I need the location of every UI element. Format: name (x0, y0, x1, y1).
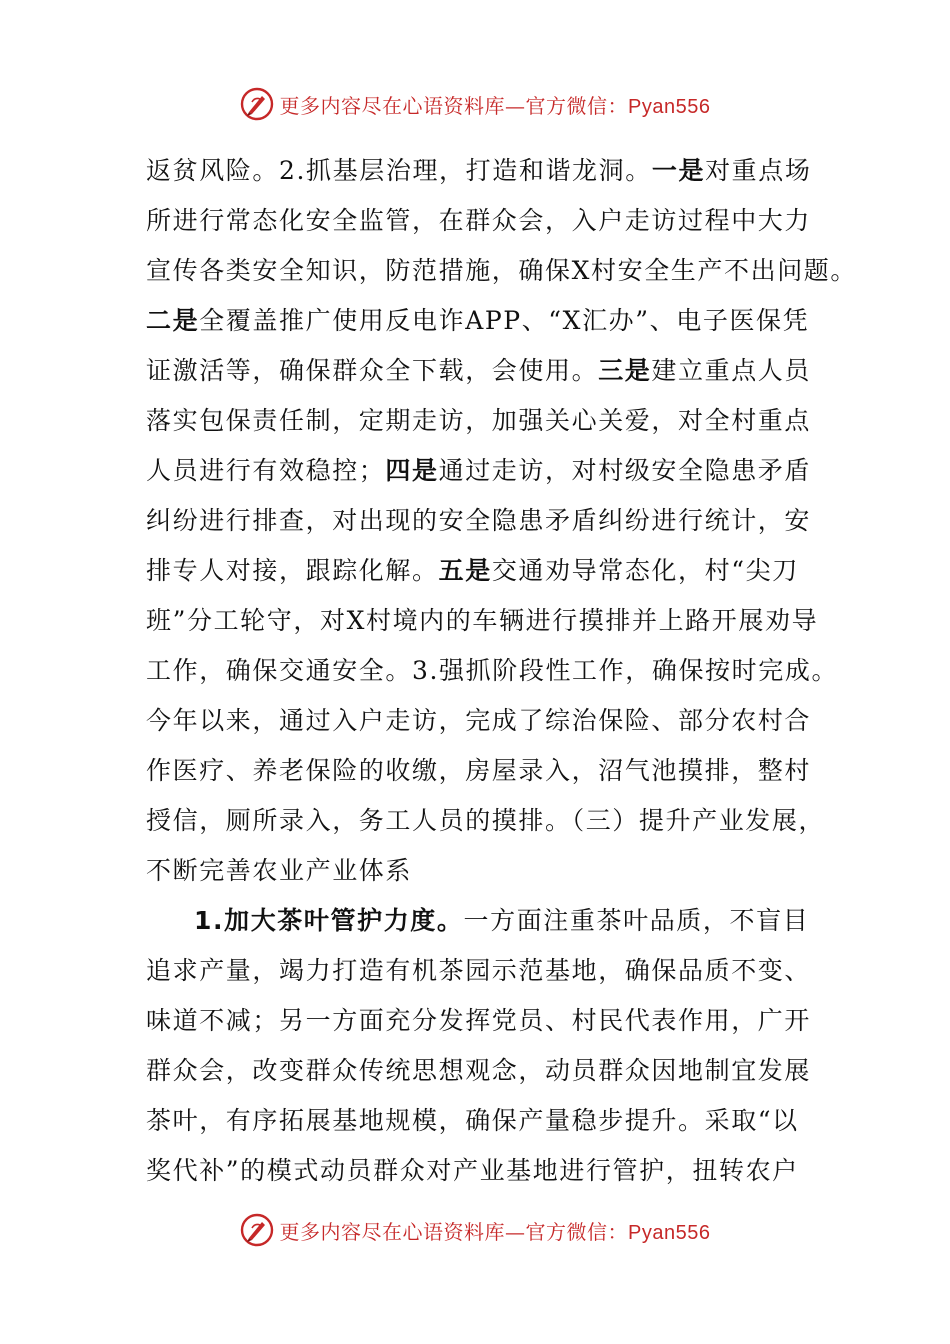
text-run: 落实包保责任制，定期走访，加强关心关爱，对全村重点 (146, 406, 812, 435)
text-run: 建立重点人员 (651, 356, 812, 385)
text-run: 对重点场 (705, 156, 812, 185)
text-line (146, 696, 846, 746)
banner-wechat-id: Pyan556 (628, 95, 711, 118)
banner-text (280, 90, 711, 119)
header-banner (0, 84, 950, 124)
banner-wechat-label: 官方微信： (525, 1219, 629, 1244)
banner-dash: — (505, 1219, 526, 1244)
bold-text: 三是 (598, 356, 652, 385)
text-line (146, 296, 846, 346)
footer-banner (0, 1210, 950, 1250)
banner-dash: — (505, 93, 526, 118)
text-run: 宣传各类安全知识，防范措施，确保X村安全生产不出问题。 (146, 256, 857, 285)
text-run: 班”分工轮守，对X村境内的车辆进行摸排并上路开展劝导 (146, 606, 819, 635)
text-run: 排专人对接，跟踪化解。 (146, 556, 439, 585)
text-run: 不断完善农业产业体系 (146, 856, 413, 885)
bold-text: 五是 (438, 556, 492, 585)
text-line (146, 646, 846, 696)
text-line (146, 846, 846, 896)
text-line (146, 246, 857, 296)
document-body (146, 146, 857, 1196)
banner-wechat-label: 官方微信： (525, 93, 629, 118)
text-line (146, 1096, 846, 1146)
bold-text: 一是 (651, 156, 706, 185)
text-run: 人员进行有效稳控； (146, 456, 386, 485)
text-run: 通过走访，对村级安全隐患矛盾 (438, 456, 812, 485)
text-run: 交通劝导常态化，村“尖刀 (491, 556, 799, 585)
pen-logo-icon (240, 87, 274, 121)
text-run: 群众会，改变群众传统思想观念，动员群众因地制宜发展 (146, 1056, 812, 1085)
text-line (146, 396, 846, 446)
text-run: 授信，厕所录入，务工人员的摸排。（三）提升产业发展， (146, 806, 826, 835)
text-run: 味道不减；另一方面充分发挥党员、村民代表作用，广开 (146, 1006, 812, 1035)
text-line (146, 946, 846, 996)
text-run: 今年以来，通过入户走访，完成了综治保险、部分农村合 (146, 706, 812, 735)
text-run: 工作，确保交通安全。3.强抓阶段性工作，确保按时完成。 (146, 656, 839, 685)
text-run: 茶叶，有序拓展基地规模，确保产量稳步提升。采取“以 (146, 1106, 799, 1135)
text-run: 作医疗、养老保险的收缴，房屋录入，沼气池摸排，整村 (146, 756, 812, 785)
text-run: 全覆盖推广使用反电诈APP、“X汇办”、电子医保凭 (199, 306, 810, 335)
text-run: 纠纷进行排查，对出现的安全隐患矛盾纠纷进行统计，安 (146, 506, 812, 535)
text-line (146, 1146, 846, 1196)
text-run: 奖代补”的模式动员群众对产业基地进行管护，扭转农户 (146, 1156, 799, 1185)
text-line (146, 1046, 846, 1096)
text-line (146, 996, 846, 1046)
bold-text: 四是 (385, 456, 439, 485)
text-line (146, 146, 846, 196)
banner-text (280, 1216, 711, 1245)
pen-logo-icon (240, 1213, 274, 1247)
text-line (146, 596, 846, 646)
text-line (146, 496, 846, 546)
banner-site-name: 更多内容尽在心语资料库 (279, 93, 506, 118)
text-line (146, 346, 846, 396)
text-run: 证激活等，确保群众全下载，会使用。 (146, 356, 599, 385)
banner-wechat-id: Pyan556 (628, 1221, 711, 1244)
text-run: 一方面注重茶叶品质，不盲目 (463, 906, 810, 935)
text-line (146, 196, 846, 246)
banner-site-name: 更多内容尽在心语资料库 (279, 1219, 506, 1244)
text-line (146, 746, 846, 796)
text-run: 追求产量，竭力打造有机茶园示范基地，确保品质不变、 (146, 956, 812, 985)
bold-text: 1.加大茶叶管护力度。 (194, 906, 464, 935)
bold-text: 二是 (146, 306, 200, 335)
text-line (146, 896, 846, 946)
text-line (146, 546, 846, 596)
text-run: 所进行常态化安全监管，在群众会，入户走访过程中大力 (146, 206, 812, 235)
text-line (146, 796, 846, 846)
text-line (146, 446, 846, 496)
text-run: 返贫风险。2.抓基层治理，打造和谐龙洞。 (146, 156, 652, 185)
